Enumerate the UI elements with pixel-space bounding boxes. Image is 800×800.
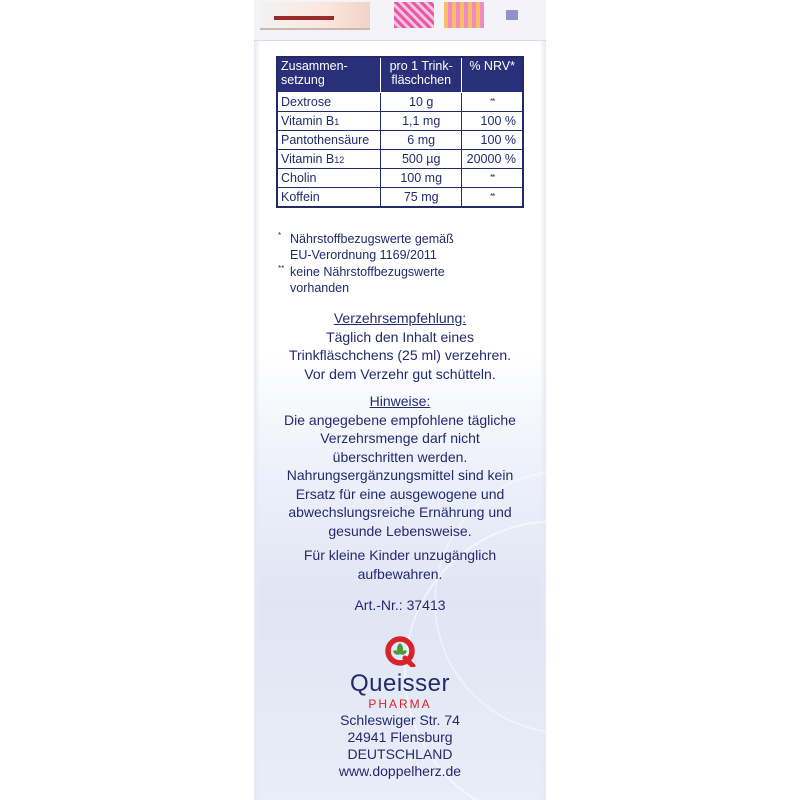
notes-section bbox=[264, 392, 536, 540]
footnote-nrv bbox=[278, 231, 454, 263]
address-city: 24941 Flensburg bbox=[347, 729, 453, 745]
brand-name: Queisser bbox=[349, 670, 451, 697]
nutrition-table-header bbox=[277, 57, 523, 93]
ingredient-nrv: 20000 % bbox=[462, 150, 523, 169]
ingredient-nrv: 100 % bbox=[462, 112, 523, 131]
table-row bbox=[277, 150, 523, 169]
footnote-no-nrv bbox=[278, 264, 445, 296]
queisser-leaf-logo-icon bbox=[384, 635, 416, 667]
address-website[interactable]: www.doppelherz.de bbox=[338, 763, 462, 779]
header-per-bottle: pro 1 Trink- fläschchen bbox=[381, 57, 462, 93]
product-artwork-preview bbox=[260, 2, 370, 30]
intake-recommendation bbox=[264, 309, 536, 383]
header-composition: Zusammen- setzung bbox=[277, 57, 381, 93]
header-nrv: % NRV* bbox=[462, 57, 523, 93]
color-mark-swatch bbox=[506, 10, 518, 20]
ingredient-amount: 1,1 mg bbox=[381, 112, 462, 131]
notes-heading: Hinweise: bbox=[369, 393, 431, 409]
article-number-text: Art.-Nr.: 37413 bbox=[354, 597, 446, 613]
table-row bbox=[277, 169, 523, 188]
notes-line: Die angegebene empfohlene tägliche bbox=[284, 411, 516, 428]
notes-line: Verzehrsmenge darf nicht bbox=[320, 430, 480, 446]
footnote-mark: ** bbox=[278, 264, 285, 273]
manufacturer-address bbox=[254, 712, 546, 780]
recommendation-line: Täglich den Inhalt eines bbox=[326, 328, 474, 345]
notes-line: Ersatz für eine ausgewogene und bbox=[295, 485, 505, 502]
package-top-flap bbox=[254, 0, 546, 41]
warning-line: aufbewahren. bbox=[357, 565, 443, 582]
ingredient-name: Cholin bbox=[277, 169, 381, 188]
table-row bbox=[277, 131, 523, 150]
nutrition-table bbox=[276, 56, 524, 208]
recommendation-line: Vor dem Verzehr gut schütteln. bbox=[304, 365, 496, 382]
ingredient-amount: 10 g bbox=[381, 93, 462, 112]
footnote-line: vorhanden bbox=[290, 281, 350, 295]
ingredient-nrv: ** bbox=[462, 169, 523, 188]
table-row bbox=[277, 112, 523, 131]
footnote-line: keine Nährstoffbezugswerte bbox=[290, 265, 445, 279]
notes-line: abwechslungsreiche Ernährung und bbox=[288, 504, 512, 520]
recommendation-heading: Verzehrsempfehlung: bbox=[333, 310, 467, 326]
ingredient-amount: 500 µg bbox=[381, 150, 462, 169]
article-number bbox=[264, 596, 536, 615]
notes-line: gesunde Lebensweise. bbox=[328, 522, 472, 539]
ingredient-name: Vitamin B12 bbox=[277, 150, 381, 169]
ingredient-name: Vitamin B1 bbox=[277, 112, 381, 131]
footnote-mark: * bbox=[278, 231, 282, 240]
notes-line: überschritten werden. bbox=[332, 448, 468, 465]
ingredient-name: Pantothensäure bbox=[277, 131, 381, 150]
children-warning bbox=[264, 546, 536, 583]
address-street: Schleswiger Str. 74 bbox=[340, 712, 460, 728]
pink-pattern-swatch bbox=[394, 2, 434, 28]
notes-line: Nahrungsergänzungsmittel sind kein bbox=[286, 467, 514, 483]
brand-subtitle: PHARMA bbox=[368, 697, 432, 711]
ingredient-amount: 75 mg bbox=[381, 188, 462, 208]
ingredient-name: Koffein bbox=[277, 188, 381, 208]
warning-line: Für kleine Kinder unzugänglich bbox=[303, 547, 497, 563]
footnote-line: Nährstoffbezugswerte gemäß bbox=[290, 232, 454, 246]
table-row bbox=[277, 188, 523, 208]
ingredient-nrv: 100 % bbox=[462, 131, 523, 150]
table-row bbox=[277, 93, 523, 112]
ingredient-nrv: ** bbox=[462, 188, 523, 208]
ingredient-amount: 100 mg bbox=[381, 169, 462, 188]
orange-pattern-swatch bbox=[444, 2, 484, 28]
address-country: DEUTSCHLAND bbox=[347, 746, 453, 762]
ingredient-name: Dextrose bbox=[277, 93, 381, 112]
ingredient-amount: 6 mg bbox=[381, 131, 462, 150]
recommendation-line: Trinkfläschchens (25 ml) verzehren. bbox=[288, 347, 511, 363]
ingredient-nrv: ** bbox=[462, 93, 523, 112]
footnote-line: EU-Verordnung 1169/2011 bbox=[290, 248, 437, 262]
